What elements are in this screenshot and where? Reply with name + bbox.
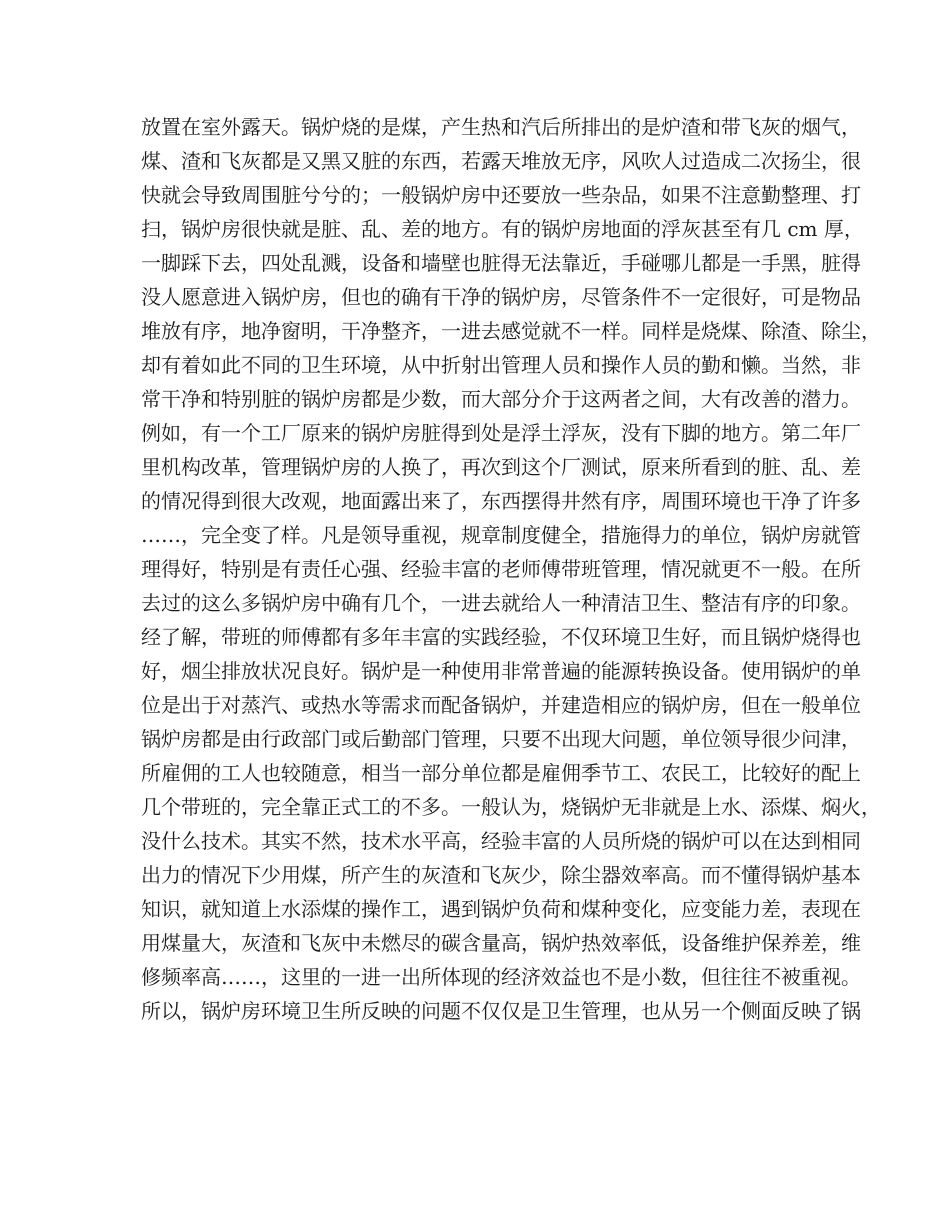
text-line: 知识，就知道上水添煤的操作工，遇到锅炉负荷和煤种变化，应变能力差，表现在 (141, 897, 861, 921)
text-line: 快就会导致周围脏兮兮的；一般锅炉房中还要放一些杂品，如果不注意勤整理、打 (141, 183, 861, 207)
text-line: 理得好，特别是有责任心强、经验丰富的老师傅带班管理，情况就更不一般。在所 (141, 557, 861, 581)
text-line: 却有着如此不同的卫生环境，从中折射出管理人员和操作人员的勤和懒。当然，非 (141, 353, 861, 377)
text-line: 例如，有一个工厂原来的锅炉房脏得到处是浮土浮灰，没有下脚的地方。第二年厂 (141, 421, 861, 445)
text-line: 堆放有序，地净窗明，干净整齐，一进去感觉就不一样。同样是烧煤、除渣、除尘， (141, 319, 881, 343)
text-line: 所以，锅炉房环境卫生所反映的问题不仅仅是卫生管理，也从另一个侧面反映了锅 (141, 999, 861, 1023)
text-line: 经了解，带班的师傅都有多年丰富的实践经验，不仅环境卫生好，而且锅炉烧得也 (141, 625, 861, 649)
text-line: 扫，锅炉房很快就是脏、乱、差的地方。有的锅炉房地面的浮灰甚至有几 cm 厚， (141, 217, 864, 241)
text-line: 没人愿意进入锅炉房，但也的确有干净的锅炉房，尽管条件不一定很好，可是物品 (141, 285, 861, 309)
text-line: ……，完全变了样。凡是领导重视，规章制度健全，措施得力的单位，锅炉房就管 (141, 523, 861, 547)
text-line: 放置在室外露天。锅炉烧的是煤，产生热和汽后所排出的是炉渣和带飞灰的烟气， (141, 115, 861, 139)
text-line: 锅炉房都是由行政部门或后勤部门管理，只要不出现大问题，单位领导很少问津， (141, 727, 861, 751)
text-line: 修频率高……，这里的一进一出所体现的经济效益也不是小数，但往往不被重视。 (141, 965, 861, 989)
text-line: 去过的这么多锅炉房中确有几个，一进去就给人一种清洁卫生、整洁有序的印象。 (141, 591, 861, 615)
text-line: 用煤量大，灰渣和飞灰中未燃尽的碳含量高，锅炉热效率低，设备维护保养差，维 (141, 931, 861, 955)
text-line: 几个带班的，完全靠正式工的不多。一般认为，烧锅炉无非就是上水、添煤、焖火， (141, 795, 881, 819)
text-line: 没什么技术。其实不然，技术水平高，经验丰富的人员所烧的锅炉可以在达到相同 (141, 829, 861, 853)
text-line: 里机构改革，管理锅炉房的人换了，再次到这个厂测试，原来所看到的脏、乱、差 (141, 455, 861, 479)
text-line: 位是出于对蒸汽、或热水等需求而配备锅炉，并建造相应的锅炉房，但在一般单位 (141, 693, 861, 717)
text-line: 一脚踩下去，四处乱溅，设备和墙壁也脏得无法靠近，手碰哪儿都是一手黑，脏得 (141, 251, 861, 275)
text-line: 煤、渣和飞灰都是又黑又脏的东西，若露天堆放无序，风吹人过造成二次扬尘，很 (141, 149, 861, 173)
text-line: 所雇佣的工人也较随意，相当一部分单位都是雇佣季节工、农民工，比较好的配上 (141, 761, 861, 785)
text-line: 的情况得到很大改观，地面露出来了，东西摆得井然有序，周围环境也干净了许多 (141, 489, 861, 513)
text-line: 好，烟尘排放状况良好。锅炉是一种使用非常普遍的能源转换设备。使用锅炉的单 (141, 659, 861, 683)
text-line: 常干净和特别脏的锅炉房都是少数，而大部分介于这两者之间，大有改善的潜力。 (141, 387, 861, 411)
text-line: 出力的情况下少用煤，所产生的灰渣和飞灰少，除尘器效率高。而不懂得锅炉基本 (141, 863, 861, 887)
body-text (141, 110, 881, 1028)
